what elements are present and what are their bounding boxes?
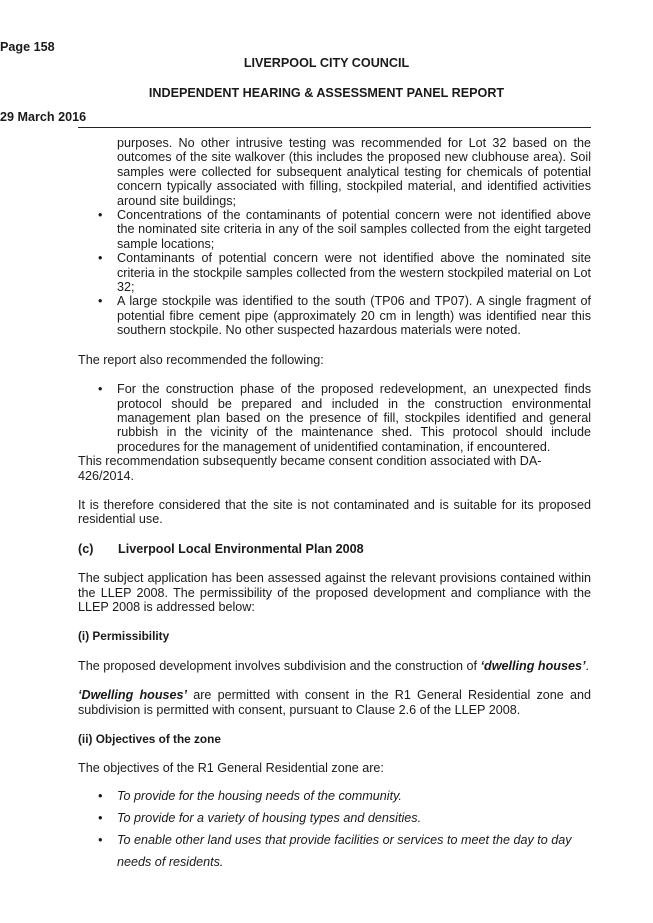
- header-rule: [78, 127, 591, 128]
- defined-term: ‘Dwelling houses’: [78, 688, 188, 703]
- section-number: (c): [78, 541, 94, 556]
- defined-term: ‘dwelling houses’: [480, 658, 586, 673]
- para-text: are permitted with consent in the R1 General Residential zone and subdivision is permitted with consent, pursuant to Clause 2.6 of the LLEP 2008.: [78, 688, 591, 717]
- objectives-intro: The objectives of the R1 General Residential zone are:: [78, 761, 384, 776]
- council-name: LIVERPOOL CITY COUNCIL: [243, 56, 410, 70]
- page-number: Page 158: [0, 40, 55, 54]
- section-heading: [78, 542, 591, 556]
- report-recommended-text: The report also recommended the following:: [78, 352, 324, 367]
- permissibility-para-2: [78, 688, 591, 717]
- recommendation-list: [78, 382, 591, 454]
- conclusion-text: It is therefore considered that the site is not contaminated and is suitable for its proposed residential use.: [78, 497, 591, 527]
- report-title: INDEPENDENT HEARING & ASSESSMENT PANEL REPORT: [148, 86, 505, 100]
- lep-intro-text: The subject application has been assessed against the relevant provisions contained within the LLEP 2008. The permissibility of the proposed development and compliance with the LLEP 2008 is addressed below:: [78, 571, 591, 614]
- permissibility-heading: (i) Permissibility: [78, 629, 170, 644]
- list-item: • For the construction phase of the proposed redevelopment, an unexpected finds protocol should be prepared and included in the construction environmental management plan based on the presence of fill, stockpiles identified and general rubbish in the vicinity of the maintenance shed. This protocol should include procedures for the management of unidentified contamination, if encountered.: [78, 382, 591, 454]
- para-text: .: [585, 658, 590, 673]
- objectives-list: [78, 785, 591, 873]
- report-date: 29 March 2016: [0, 110, 87, 124]
- list-item: • To enable other land uses that provide facilities or services to meet the day to day needs of residents.: [78, 829, 591, 873]
- list-item: • To provide for the housing needs of the community.: [78, 785, 591, 807]
- continued-bullet-text: purposes. No other intrusive testing was recommended for Lot 32 based on the outcomes of the site walkover (this includes the proposed new clubhouse area). Soil samples were collected for subsequent analytical testing for chemicals of potential concern typically associated with filling, stockpiled material, and identified activities around site buildings;: [117, 136, 591, 208]
- report-body: [78, 136, 591, 873]
- findings-list: [78, 208, 591, 338]
- permissibility-para-1: [78, 659, 591, 673]
- para-text: The proposed development involves subdivision and the construction of: [78, 658, 481, 673]
- section-title: Liverpool Local Environmental Plan 2008: [118, 541, 364, 556]
- list-item: • To provide for a variety of housing types and densities.: [78, 807, 591, 829]
- objectives-heading: (ii) Objectives of the zone: [78, 732, 221, 746]
- list-item: • A large stockpile was identified to the south (TP06 and TP07). A single fragment of potential fibre cement pipe (approximately 20 cm in length) was identified near this southern stockpile. No other suspected hazardous materials were noted.: [78, 294, 591, 337]
- list-item: • Contaminants of potential concern were not identified above the nominated site criteria in the stockpile samples collected from the western stockpiled material on Lot 32;: [78, 251, 591, 294]
- consent-condition-text: This recommendation subsequently became consent condition associated with DA-426/2014.: [78, 454, 542, 483]
- list-item: • Concentrations of the contaminants of potential concern were not identified above the nominated site criteria in any of the soil samples collected from the eight targeted sample locations;: [78, 208, 591, 251]
